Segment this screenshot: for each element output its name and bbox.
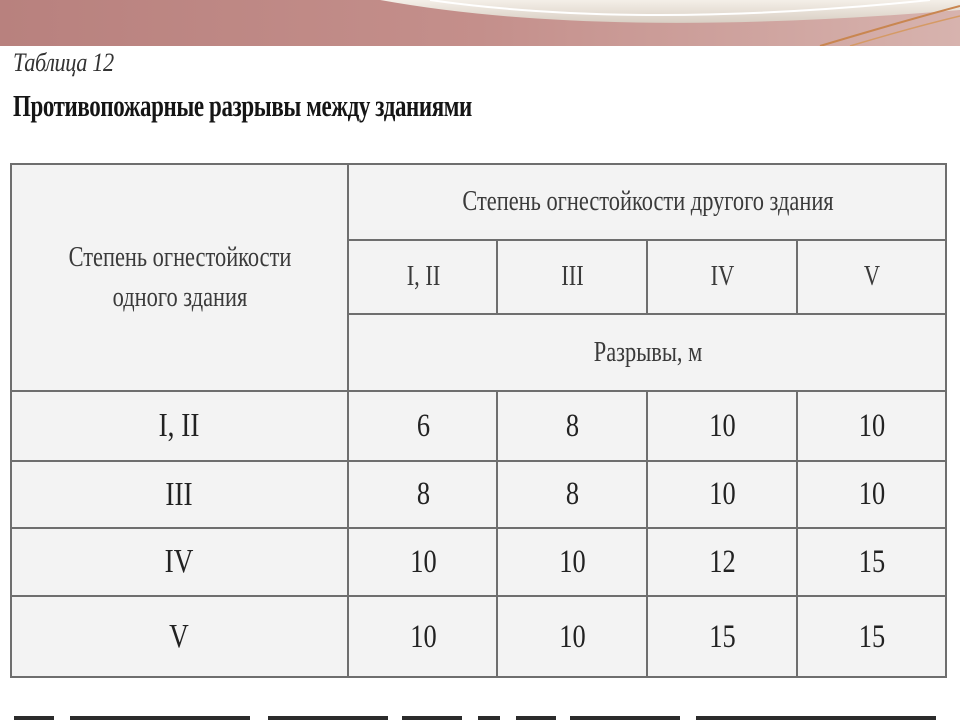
corner-header: Степень огнестойкости одного здания: [68, 242, 292, 313]
column-header: V: [863, 261, 881, 292]
row-label: V: [169, 618, 189, 655]
table-cell: 15: [858, 618, 886, 655]
table-cell: 10: [559, 618, 586, 655]
table-cell: 10: [858, 407, 886, 444]
table-cell: 8: [416, 476, 431, 512]
row-label: I, II: [158, 407, 200, 444]
cutoff-text-line: [10, 708, 950, 720]
group-header: Степень огнестойкости другого здания: [462, 185, 834, 217]
table-cell: 15: [858, 543, 886, 580]
table-cell: 10: [709, 407, 736, 444]
table-cell: 6: [416, 407, 431, 444]
column-header: I, II: [406, 261, 441, 292]
table-title: Противопожарные разрывы между зданиями: [13, 88, 472, 123]
row-label: IV: [164, 543, 194, 580]
unit-header: Разрывы, м: [593, 336, 703, 368]
table-cell: 15: [709, 618, 736, 655]
header-decoration: [0, 0, 960, 60]
column-header: IV: [710, 261, 735, 292]
table-cell: 8: [565, 407, 580, 444]
table-caption: Таблица 12: [13, 48, 114, 77]
table-cell: 12: [709, 543, 736, 580]
table-cell: 10: [559, 543, 586, 580]
table-cell: 10: [410, 543, 437, 580]
fire-distance-table: [10, 163, 947, 678]
table-cell: 10: [709, 476, 736, 512]
row-label: III: [165, 475, 193, 513]
table-cell: 10: [410, 618, 437, 655]
column-header: III: [561, 261, 584, 292]
table-cell: 10: [858, 476, 886, 512]
table-cell: 8: [565, 476, 580, 512]
